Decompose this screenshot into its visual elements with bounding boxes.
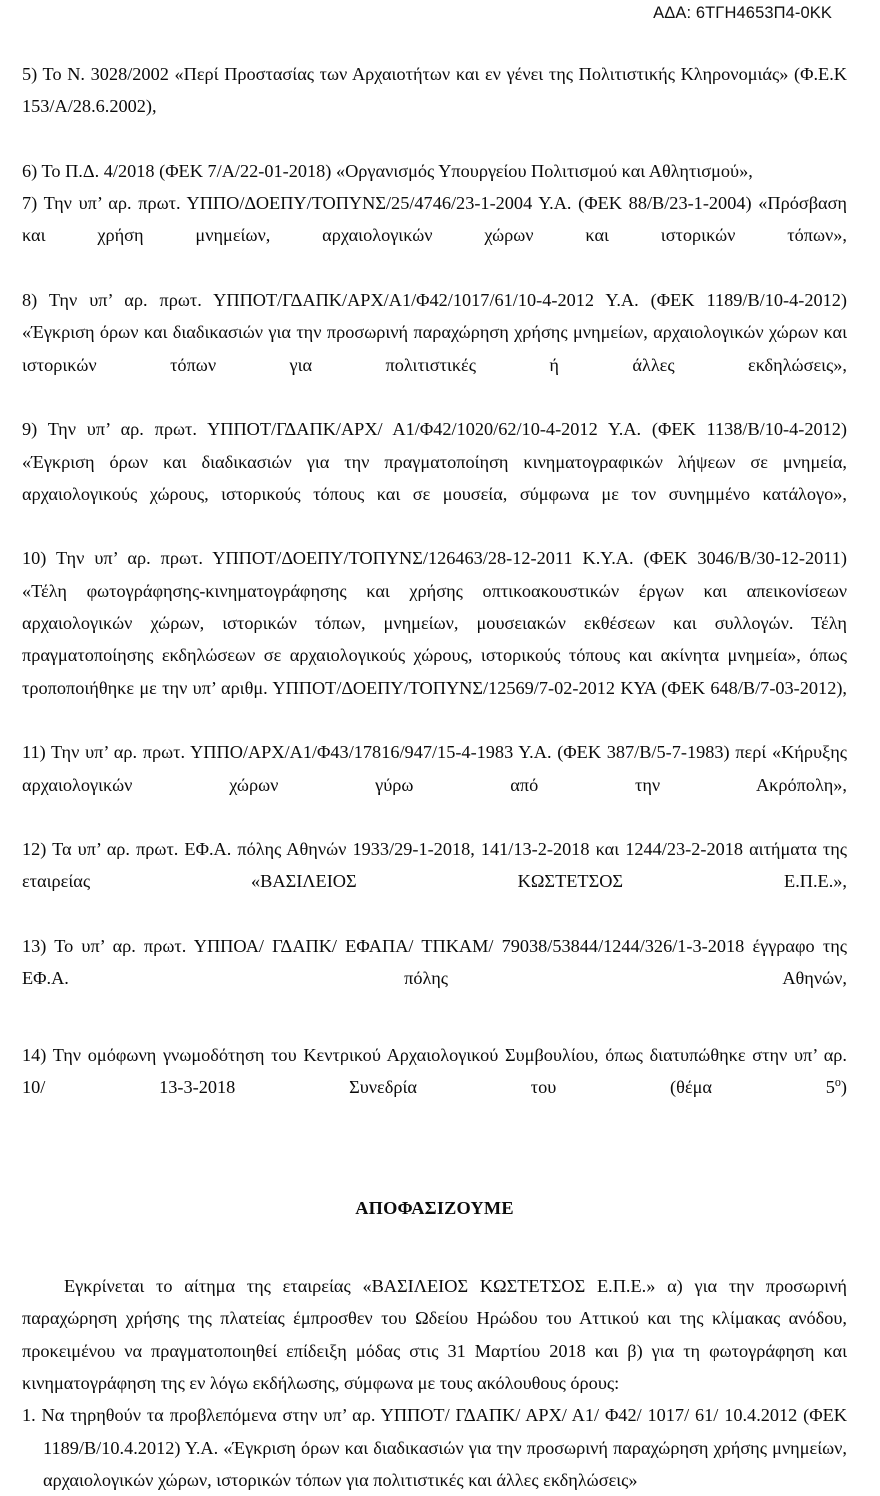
clause-item-10: 10) Την υπ’ αρ. πρωτ. ΥΠΠΟΤ/ΔΟΕΠΥ/ΤΟΠΥΝΣ/126463/28-12-2011 Κ.Υ.Α. (ΦΕΚ 3046/Β/30-12-2011) «Τέλη φωτογράφησης-κινηματογράφησης και χρήσης οπτικοακουστικών έργων και απεικονίσεων αρχαιολογικών χώρων, ιστορικών τόπων, μνημείων, μουσειακών εκθέσεων και συλλογών. Τέλη πραγματοποίησης εκδηλώσεων σε αρχαιολογικούς χώρους, ιστορικούς τόπους και ακίνητα μνημεία», όπως τροποποιήθηκε με την υπ’ αριθμ. ΥΠΠΟΤ/ΔΟΕΠΥ/ΤΟΠΥΝΣ/12569/7-02-2012 ΚΥΑ (ΦΕΚ 648/Β/7-03-2012), — [22, 548, 847, 698]
decision-heading: ΑΠΟΦΑΣΙΖΟΥΜΕ — [355, 1197, 514, 1218]
ada-header-code: ΑΔΑ: 6ΤΓΗ4653Π4-0ΚΚ — [653, 4, 832, 22]
clause-item-14-closing: ) — [840, 1077, 847, 1098]
term-item-1: 1. Να τηρηθούν τα προβλεπόμενα στην υπ’ αρ. ΥΠΠΟΤ/ ΓΔΑΠΚ/ ΑΡΧ/ Α1/ Φ42/ 1017/ 61/ 10.4.2012 (ΦΕΚ 1189/Β/10.4.2012) Υ.Α. «Έγκριση όρων και διαδικασιών για την προσωρινή παραχώρηση χρήσης μνημείων, αρχαιολογικών χώρων, ιστορικών τόπων για πολιτιστικές και άλλες εκδηλώσεις» — [22, 1405, 847, 1490]
clause-item-14 — [22, 1039, 847, 1136]
clause-item-14-text: 14) Την ομόφωνη γνωμοδότηση του Κεντρικού Αρχαιολογικού Συμβουλίου, όπως διατυπώθηκε στην υπ’ αρ. 10/ 13-3-2018 Συνεδρία του (θέμα 5 — [22, 1044, 847, 1098]
clause-item-7: 7) Την υπ’ αρ. πρωτ. ΥΠΠΟ/ΔΟΕΠΥ/ΤΟΠΥΝΣ/25/4746/23-1-2004 Υ.Α. (ΦΕΚ 88/Β/23-1-2004) «Πρόσβαση και χρήση μνημείων, αρχαιολογικών χώρων και ιστορικών τόπων», — [22, 193, 847, 246]
spacer-after-decision-heading — [22, 1224, 847, 1270]
spacer-before-item-14 — [22, 1027, 847, 1039]
clause-item-9: 9) Την υπ’ αρ. πρωτ. ΥΠΠΟΤ/ΓΔΑΠΚ/ΑΡΧ/ Α1/Φ42/1020/62/10-4-2012 Υ.Α. (ΦΕΚ 1138/Β/10-4-2012) «Έγκριση όρων και διαδικασιών για την πραγματοποίηση κινηματογραφικών λήψεων σε μνημεία, αρχαιολογικούς χώρους, ιστορικούς τόπους και σε μουσεία, σύμφωνα με τον συνημμένο κατάλογο», — [22, 419, 847, 504]
clause-item-6: 6) Το Π.Δ. 4/2018 (ΦΕΚ 7/Α/22-01-2018) «Οργανισμός Υπουργείου Πολιτισμού και Αθλητισμού», — [22, 160, 753, 181]
spacer-before-decision-heading — [22, 1136, 847, 1192]
clause-item-14-ordinal: ο — [834, 1075, 841, 1090]
clause-item-11: 11) Την υπ’ αρ. πρωτ. ΥΠΠΟ/ΑΡΧ/Α1/Φ43/17816/947/15-4-1983 Υ.Α. (ΦΕΚ 387/Β/5-7-1983) περί «Κήρυξης αρχαιολογικών χώρων γύρω από την Ακρόπολη», — [22, 742, 847, 795]
clause-item-13: 13) Το υπ’ αρ. πρωτ. ΥΠΠΟΑ/ ΓΔΑΠΚ/ ΕΦΑΠΑ/ ΤΠΚΑΜ/ 79038/53844/1244/326/1-3-2018 έγγραφο της ΕΦ.Α. πόλης Αθηνών, — [22, 936, 847, 989]
document-body — [22, 58, 847, 1496]
clause-item-12: 12) Τα υπ’ αρ. πρωτ. ΕΦ.Α. πόλης Αθηνών 1933/29-1-2018, 141/13-2-2018 και 1244/23-2-2018 αιτήματα της εταιρείας «ΒΑΣΙΛΕΙΟΣ ΚΩΣΤΕΤΣΟΣ Ε.Π.Ε.», — [22, 839, 847, 892]
decision-paragraph: Εγκρίνεται το αίτημα της εταιρείας «ΒΑΣΙΛΕΙΟΣ ΚΩΣΤΕΤΣΟΣ Ε.Π.Ε.» α) για την προσωρινή παραχώρηση χρήσης της πλατείας έμπροσθεν του Ωδείου Ηρώδου του Αττικού και της κλίμακας ανόδου, προκειμένου να πραγματοποιηθεί επίδειξη μόδας στις 31 Μαρτίου 2018 και β) για τη φωτογράφηση και κινηματογράφηση της εν λόγω εκδήλωσης, σύμφωνα με τους ακόλουθους όρους: — [22, 1276, 847, 1393]
clause-item-5: 5) Το Ν. 3028/2002 «Περί Προστασίας των Αρχαιοτήτων και εν γένει της Πολιτιστικής Κληρονομιάς» (Φ.Ε.Κ 153/Α/28.6.2002), — [22, 64, 847, 117]
clause-item-8: 8) Την υπ’ αρ. πρωτ. ΥΠΠΟΤ/ΓΔΑΠΚ/ΑΡΧ/Α1/Φ42/1017/61/10-4-2012 Υ.Α. (ΦΕΚ 1189/Β/10-4-2012) «Έγκριση όρων και διαδικασιών για την προσωρινή παραχώρηση χρήσης μνημείων, αρχαιολογικών χώρων και ιστορικών τόπων για πολιτιστικές ή άλλες εκδηλώσεις», — [22, 290, 847, 375]
